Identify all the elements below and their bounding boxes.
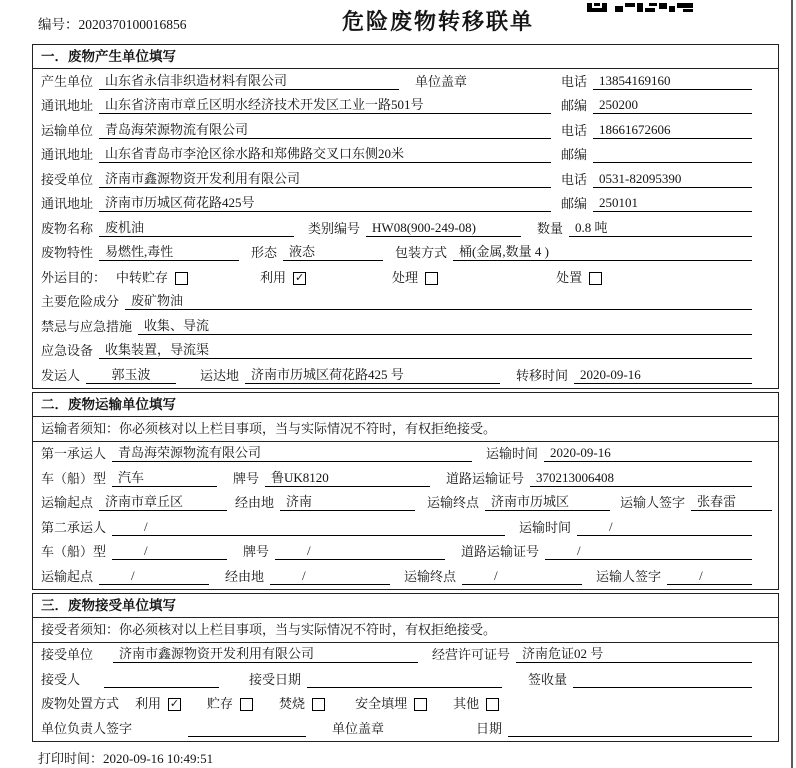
- taboo-measures-value: 收集、导流: [138, 317, 752, 335]
- destination-value: 济南市历城区荷花路425 号: [245, 366, 500, 384]
- license-label: 经营许可证号: [432, 647, 511, 662]
- sign-amount-value: [573, 671, 752, 688]
- waste-form-label: 形态: [251, 245, 278, 260]
- transporter-row: [33, 118, 778, 143]
- second-carrier-value: /: [112, 518, 505, 536]
- receiver-label: 接受单位: [41, 171, 94, 187]
- first-carrier-row: [33, 442, 778, 467]
- producer-phone-value: 13854169160: [593, 72, 752, 90]
- receiver-zip-value: 250101: [593, 194, 752, 212]
- vehicle-type2-value: /: [112, 542, 227, 560]
- disposal-other-checkbox: [486, 698, 499, 711]
- origin1-value: 济南市章丘区: [99, 493, 227, 511]
- origin2-value: /: [99, 567, 209, 585]
- packing-value: 桶(金属,数量 4 ): [453, 243, 752, 261]
- qr-code-partial-icon: [587, 0, 693, 16]
- emergency-equipment-row: [33, 339, 778, 364]
- emergency-equipment-value: 收集装置，导流渠: [99, 341, 752, 359]
- plate1-value: 鲁UK8120: [265, 469, 430, 487]
- transport-time2-label: 运输时间: [518, 519, 571, 535]
- terminus2-value: /: [462, 567, 582, 585]
- hazard-component-label: 主要危险成分: [41, 294, 120, 309]
- transfer-purpose-row: [33, 265, 778, 290]
- carrier-sign1-value: 张春雷: [691, 493, 772, 511]
- section-transport-title: 二．废物运输单位填写: [33, 393, 778, 417]
- plate1-label: 牌号: [233, 470, 260, 486]
- disposal-utilize-checkbox: ✓: [169, 697, 180, 710]
- via2-value: /: [270, 567, 390, 585]
- transporter-phone-value: 18661672606: [593, 121, 752, 139]
- transporter-notice: 运输者须知：你必须核对以上栏目事项，当与实际情况不符时，有权拒绝接受。: [33, 417, 778, 442]
- shipper-row: [33, 363, 778, 388]
- vehicle-type2-label: 车（船）型: [41, 544, 107, 559]
- disposal-method-label: 废物处置方式: [41, 696, 120, 711]
- disposal-incinerate-label: 焚烧: [279, 696, 306, 711]
- recipient-label: 接受人: [41, 671, 81, 687]
- purpose-dispose-checkbox: [589, 272, 602, 285]
- terminus1-label: 运输终点: [427, 495, 480, 510]
- disposal-utilize-label: 利用: [135, 696, 162, 711]
- accept-unit-value: 济南市鑫源物资开发利用有限公司: [113, 645, 418, 663]
- accept-unit-label: 接受单位: [41, 647, 94, 662]
- waste-character-value: 易燃性,毒性: [99, 243, 239, 261]
- disposal-method-row: [33, 692, 778, 717]
- print-time: [38, 748, 796, 767]
- transfer-time-value: 2020-09-16: [574, 366, 752, 384]
- transfer-purpose-label: 外运目的：: [41, 269, 107, 285]
- section-transport: [32, 392, 779, 590]
- waste-name-row: [33, 216, 778, 241]
- disposal-other-label: 其他: [453, 696, 480, 711]
- section-receive: [32, 593, 779, 742]
- section-producer-title: 一．废物产生单位填写: [33, 45, 778, 69]
- producer-address-value: 山东省济南市章丘区明水经济技术开发区工业一路501号: [99, 96, 551, 114]
- page-right-edge-line: [791, 0, 793, 768]
- carrier-sign1-label: 运输人签字: [620, 495, 686, 510]
- receiver-address-row: [33, 192, 778, 217]
- serial-label: 编号：: [38, 17, 79, 32]
- destination-label: 运达地: [200, 367, 240, 383]
- purpose-utilize-checkbox: ✓: [294, 270, 305, 284]
- serial-value: 2020370100016856: [78, 17, 187, 32]
- transport-time1-label: 运输时间: [486, 446, 539, 461]
- packing-label: 包装方式: [395, 245, 448, 260]
- route2-row: [33, 564, 778, 589]
- road-permit1-label: 道路运输证号: [446, 470, 525, 486]
- receiver-row: [33, 167, 778, 192]
- transporter-address-row: [33, 143, 778, 168]
- producer-zip-label: 邮编: [561, 98, 588, 113]
- disposal-landfill-checkbox: [414, 698, 427, 711]
- transporter-value: 青岛海荣源物流有限公司: [99, 121, 551, 139]
- plate2-value: /: [275, 542, 445, 560]
- second-carrier-label: 第二承运人: [41, 519, 107, 535]
- carrier-sign2-label: 运输人签字: [596, 568, 662, 584]
- manager-sign-label: 单位负责人签字: [41, 720, 133, 736]
- unit-seal-label: 单位盖章: [415, 73, 468, 89]
- receiver-phone-label: 电话: [561, 171, 588, 187]
- producer-row: [33, 69, 778, 94]
- producer-value: 山东省永信非织造材料有限公司: [99, 72, 399, 90]
- waste-name-value: 废机油: [99, 219, 294, 237]
- print-time-value: 2020-09-16 10:49:51: [103, 750, 214, 766]
- via1-label: 经由地: [235, 495, 275, 510]
- road-permit2-value: /: [545, 542, 752, 560]
- origin2-label: 运输起点: [41, 568, 94, 584]
- receiver-notice: 接受者须知：你必须核对以上栏目事项，当与实际情况不符时，有权拒绝接受。: [33, 618, 778, 643]
- emergency-equipment-label: 应急设备: [41, 343, 94, 358]
- terminus2-label: 运输终点: [404, 568, 457, 584]
- shipper-value: 郭玉波: [86, 366, 176, 384]
- vehicle1-row: [33, 466, 778, 491]
- transporter-label: 运输单位: [41, 122, 94, 138]
- accept-date-value: [307, 671, 502, 688]
- producer-phone-label: 电话: [561, 73, 588, 89]
- quantity-value: 0.8 吨: [569, 219, 752, 237]
- taboo-measures-row: [33, 314, 778, 339]
- second-carrier-row: [33, 515, 778, 540]
- section-producer: [32, 44, 779, 389]
- transfer-time-label: 转移时间: [516, 367, 569, 383]
- date-label: 日期: [476, 720, 503, 736]
- carrier-sign2-value: /: [667, 567, 752, 585]
- manager-sign-row: [33, 716, 778, 741]
- hazard-component-value: 废矿物油: [125, 292, 752, 310]
- producer-address-row: [33, 94, 778, 119]
- recipient-row: [33, 667, 778, 692]
- road-permit1-value: 370213006408: [530, 469, 752, 487]
- taboo-measures-label: 禁忌与应急措施: [41, 318, 133, 334]
- receiver-seal-label: 单位盖章: [332, 720, 385, 736]
- first-carrier-value: 青岛海荣源物流有限公司: [112, 444, 472, 462]
- quantity-label: 数量: [537, 220, 564, 236]
- producer-address-label: 通讯地址: [41, 98, 94, 113]
- vehicle-type1-value: 汽车: [112, 469, 217, 487]
- category-code-value: HW08(900-249-08): [366, 219, 521, 237]
- transporter-address-value: 山东省青岛市李沧区徐水路和郑佛路交叉口东侧20米: [99, 145, 551, 163]
- terminus1-value: 济南市历城区: [485, 493, 610, 511]
- receiver-value: 济南市鑫源物资开发利用有限公司: [99, 170, 551, 188]
- waste-character-row: [33, 241, 778, 266]
- origin1-label: 运输起点: [41, 495, 94, 510]
- date-value: [508, 720, 752, 737]
- waste-character-label: 废物特性: [41, 245, 94, 260]
- manager-sign-value: [188, 720, 306, 737]
- purpose-utilize-label: 利用: [260, 269, 287, 285]
- road-permit2-label: 道路运输证号: [461, 544, 540, 559]
- accept-unit-row: [33, 643, 778, 668]
- print-time-label: 打印时间：: [38, 750, 104, 766]
- producer-label: 产生单位: [41, 73, 94, 89]
- accept-date-label: 接受日期: [249, 671, 302, 687]
- via2-label: 经由地: [225, 568, 265, 584]
- disposal-storage-label: 贮存: [207, 696, 234, 711]
- vehicle-type1-label: 车（船）型: [41, 470, 107, 486]
- transporter-zip-value: [593, 146, 752, 163]
- first-carrier-label: 第一承运人: [41, 446, 107, 461]
- document-header: [0, 0, 796, 44]
- recipient-value: [104, 671, 219, 688]
- disposal-landfill-label: 安全填埋: [355, 696, 408, 711]
- receiver-address-value: 济南市历城区荷花路425号: [99, 194, 551, 212]
- receiver-address-label: 通讯地址: [41, 196, 94, 211]
- plate2-label: 牌号: [243, 544, 270, 559]
- transporter-phone-label: 电话: [561, 122, 588, 138]
- purpose-treat-checkbox: [425, 272, 438, 285]
- page-title: 危险废物转移联单: [341, 9, 534, 34]
- hazard-component-row: [33, 290, 778, 315]
- purpose-transit-storage-checkbox: [175, 272, 188, 285]
- vehicle2-row: [33, 540, 778, 565]
- disposal-storage-checkbox: [240, 698, 253, 711]
- transporter-address-label: 通讯地址: [41, 147, 94, 162]
- disposal-incinerate-checkbox: [312, 698, 325, 711]
- purpose-dispose-label: 处置: [556, 269, 583, 285]
- sign-amount-label: 签收量: [528, 671, 568, 687]
- producer-zip-value: 250200: [593, 96, 752, 114]
- section-receive-title: 三．废物接受单位填写: [33, 594, 778, 618]
- receiver-phone-value: 0531-82095390: [593, 170, 752, 188]
- transporter-zip-label: 邮编: [561, 147, 588, 162]
- route1-row: [33, 491, 778, 516]
- waste-form-value: 液态: [283, 243, 383, 261]
- category-code-label: 类别编号: [308, 220, 361, 236]
- shipper-label: 发运人: [41, 367, 81, 383]
- transport-time2-value: /: [577, 518, 752, 536]
- waste-name-label: 废物名称: [41, 220, 94, 236]
- purpose-transit-storage-label: 中转贮存: [116, 269, 169, 285]
- purpose-treat-label: 处理: [392, 269, 419, 285]
- license-value: 济南危证02 号: [516, 645, 752, 663]
- receiver-zip-label: 邮编: [561, 196, 588, 211]
- via1-value: 济南: [280, 493, 415, 511]
- transport-time1-value: 2020-09-16: [544, 444, 752, 462]
